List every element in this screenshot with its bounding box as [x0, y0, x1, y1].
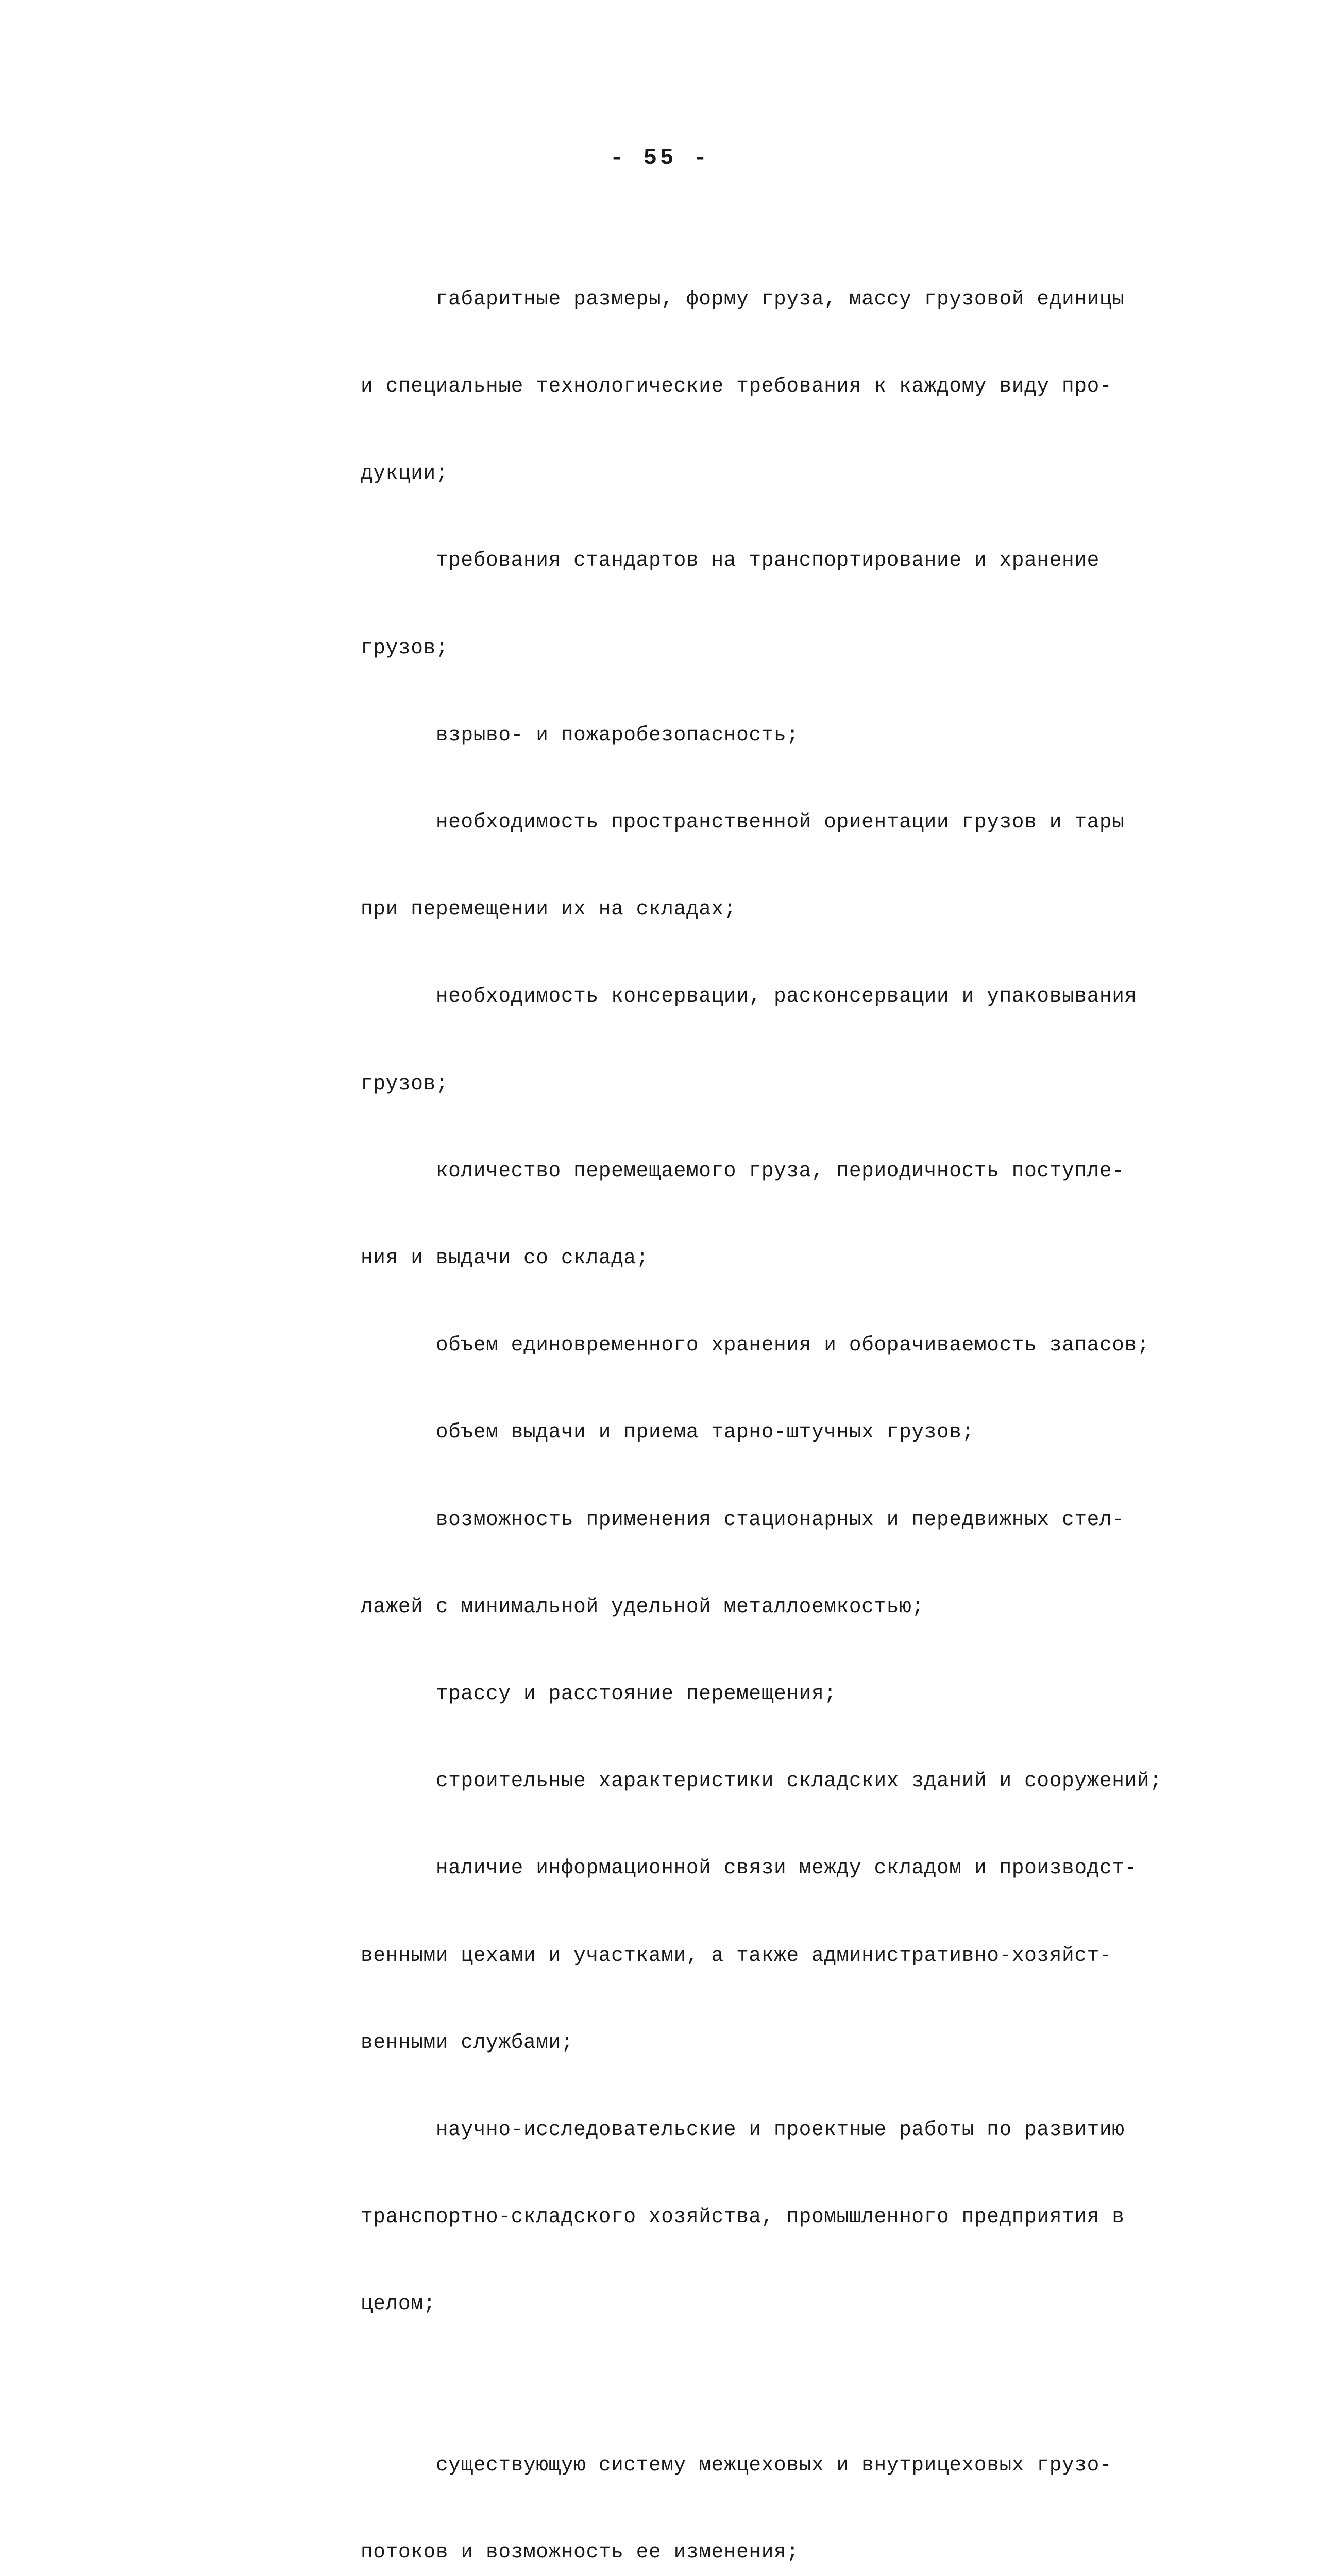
text-line: транспортно-складского хозяйства, промышленного предприятия в	[361, 2205, 1125, 2229]
text-line: научно-исследовательские и проектные работы по развитию	[361, 2118, 1125, 2142]
text-line: габаритные размеры, форму груза, массу грузовой единицы	[361, 287, 1125, 311]
text-line: ния и выдачи со склада;	[361, 1246, 649, 1270]
text-line: взрыво- и пожаробезопасность;	[361, 723, 799, 747]
text-line: дукции;	[361, 462, 449, 485]
text-line: при перемещении их на складах;	[361, 897, 737, 921]
text-line: объем единовременного хранения и оборачиваемость запасов;	[361, 1333, 1150, 1357]
text-line: объем выдачи и приема тарно-штучных грузов;	[361, 1420, 974, 1444]
text-line: венными цехами и участками, а также административно-хозяйст-	[361, 1943, 1112, 1967]
text-line: наличие информационной связи между складом и производст-	[361, 1856, 1137, 1880]
text-line: требования стандартов на транспортирование и хранение	[361, 549, 1099, 572]
text-line: потоков и возможность ее изменения;	[361, 2540, 799, 2564]
text-line: трассу и расстояние перемещения;	[361, 1682, 837, 1706]
text-line: целом;	[361, 2292, 436, 2316]
text-line: грузов;	[361, 1072, 449, 1095]
text-line: строительные характеристики складских зданий и сооружений;	[361, 1769, 1162, 1793]
text-line: существующую систему межцеховых и внутрицеховых грузо-	[361, 2453, 1112, 2477]
page-number: - 55 -	[610, 145, 710, 171]
text-line: количество перемещаемого груза, периодичность поступле-	[361, 1159, 1125, 1182]
text-line: и специальные технологические требования к каждому виду про-	[361, 375, 1112, 398]
body-text	[361, 227, 1162, 2576]
text-line: необходимость пространственной ориентации грузов и тары	[361, 810, 1125, 834]
paragraph-gap	[361, 2377, 1154, 2393]
text-line: лажей с минимальной удельной металлоемкостью;	[361, 1595, 924, 1618]
text-line: возможность применения стационарных и передвижных стел-	[361, 1507, 1125, 1531]
text-line: венными службами;	[361, 2030, 574, 2054]
text-line: грузов;	[361, 636, 449, 659]
text-line: необходимость консервации, расконсервации и упаковывания	[361, 985, 1137, 1008]
